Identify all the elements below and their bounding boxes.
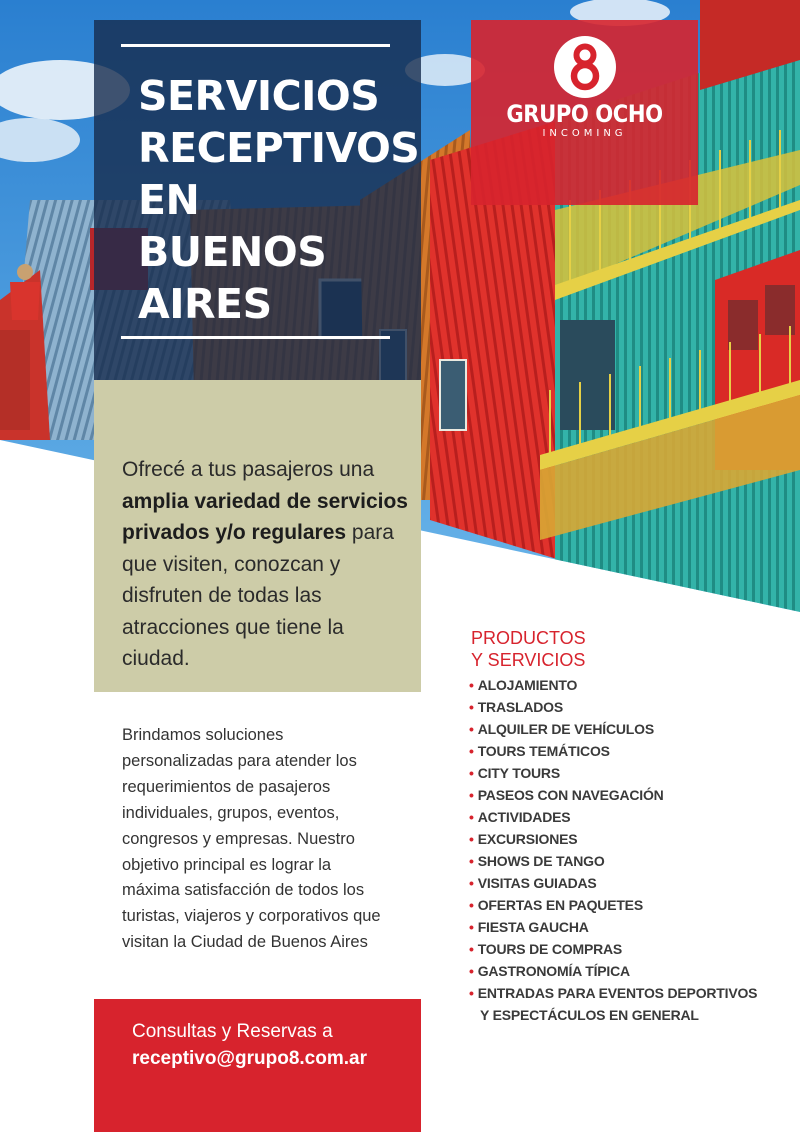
bullet-icon: • [469,853,474,869]
list-item-label: TRASLADOS [477,699,564,715]
title-line: BUENOS [138,228,327,276]
list-item-label-continued: Y ESPECTÁCULOS EN GENERAL [480,1007,699,1023]
logo-eight-icon [552,34,618,100]
intro-text [122,454,412,675]
list-item [469,740,789,762]
intro-part2: para que visiten, conozcan y disfruten de todas las atracciones que tiene la ciudad. [122,521,394,670]
list-item-label: CITY TOURS [477,765,560,781]
list-item [469,828,789,850]
list-item [469,916,789,938]
intro-part1: Ofrecé a tus pasajeros una [122,458,375,481]
bullet-icon: • [469,919,474,935]
bullet-icon: • [469,699,474,715]
list-item-label: ALQUILER DE VEHÍCULOS [477,721,654,737]
title-bottom-rule [121,336,390,339]
list-item [469,806,789,828]
title-line: SERVICIOS [138,72,380,120]
list-item-label: VISITAS GUIADAS [477,875,597,891]
list-item [469,718,789,740]
list-item [469,872,789,894]
bullet-icon: • [469,787,474,803]
title-line: AIRES [138,280,272,328]
list-item-label: ENTRADAS PARA EVENTOS DEPORTIVOS [477,985,758,1001]
logo-name: GRUPO OCHO [506,100,663,128]
list-item [469,982,789,1026]
page-title [138,70,419,330]
bullet-icon: • [469,765,474,781]
list-item-label: OFERTAS EN PAQUETES [477,897,643,913]
list-item [469,894,789,916]
list-item [469,850,789,872]
brand-logo [471,20,698,205]
bullet-icon: • [469,677,474,693]
products-heading [471,627,586,671]
list-item-label: TOURS TEMÁTICOS [477,743,610,759]
bullet-icon: • [469,941,474,957]
bullet-icon: • [469,721,474,737]
products-list [469,674,789,1026]
contact-label: Consultas y Reservas a [132,1021,333,1042]
list-item-label: ALOJAMIENTO [477,677,578,693]
list-item [469,696,789,718]
bullet-icon: • [469,743,474,759]
bullet-icon: • [469,963,474,979]
logo-subtitle: INCOMING [542,128,627,139]
list-item-label: GASTRONOMÍA TÍPICA [477,963,630,979]
list-item [469,674,789,696]
bullet-icon: • [469,875,474,891]
description-text: Brindamos soluciones personalizadas para atender los requerimientos de pasajeros individuales, grupos, eventos, congresos y empresas. Nuestro objetivo principal es lograr la máxima satisfacción de todos los turistas, viajeros y corporativos que visitan la Ciudad de Buenos Aires [122,726,381,952]
list-item-label: SHOWS DE TANGO [477,853,605,869]
contact-email-link[interactable]: receptivo@grupo8.com.ar [132,1048,367,1069]
list-item-label: TOURS DE COMPRAS [477,941,623,957]
bullet-icon: • [469,831,474,847]
list-item-label: FIESTA GAUCHA [477,919,589,935]
title-line: RECEPTIVOS [138,124,420,172]
bullet-icon: • [469,809,474,825]
bullet-icon: • [469,897,474,913]
list-item [469,938,789,960]
products-heading-line: PRODUCTOS [471,628,586,648]
contact-box [94,999,421,1132]
list-item-label: ACTIVIDADES [477,809,571,825]
list-item [469,784,789,806]
list-item [469,762,789,784]
list-item-label: EXCURSIONES [477,831,578,847]
title-line: EN [138,176,200,224]
bullet-icon: • [469,985,474,1001]
products-heading-line: Y SERVICIOS [471,650,586,670]
list-item [469,960,789,982]
intro-highlight: amplia variedad de servicios privados y/o regulares [122,489,408,544]
list-item-label: PASEOS CON NAVEGACIÓN [477,787,664,803]
title-top-rule [121,44,390,47]
